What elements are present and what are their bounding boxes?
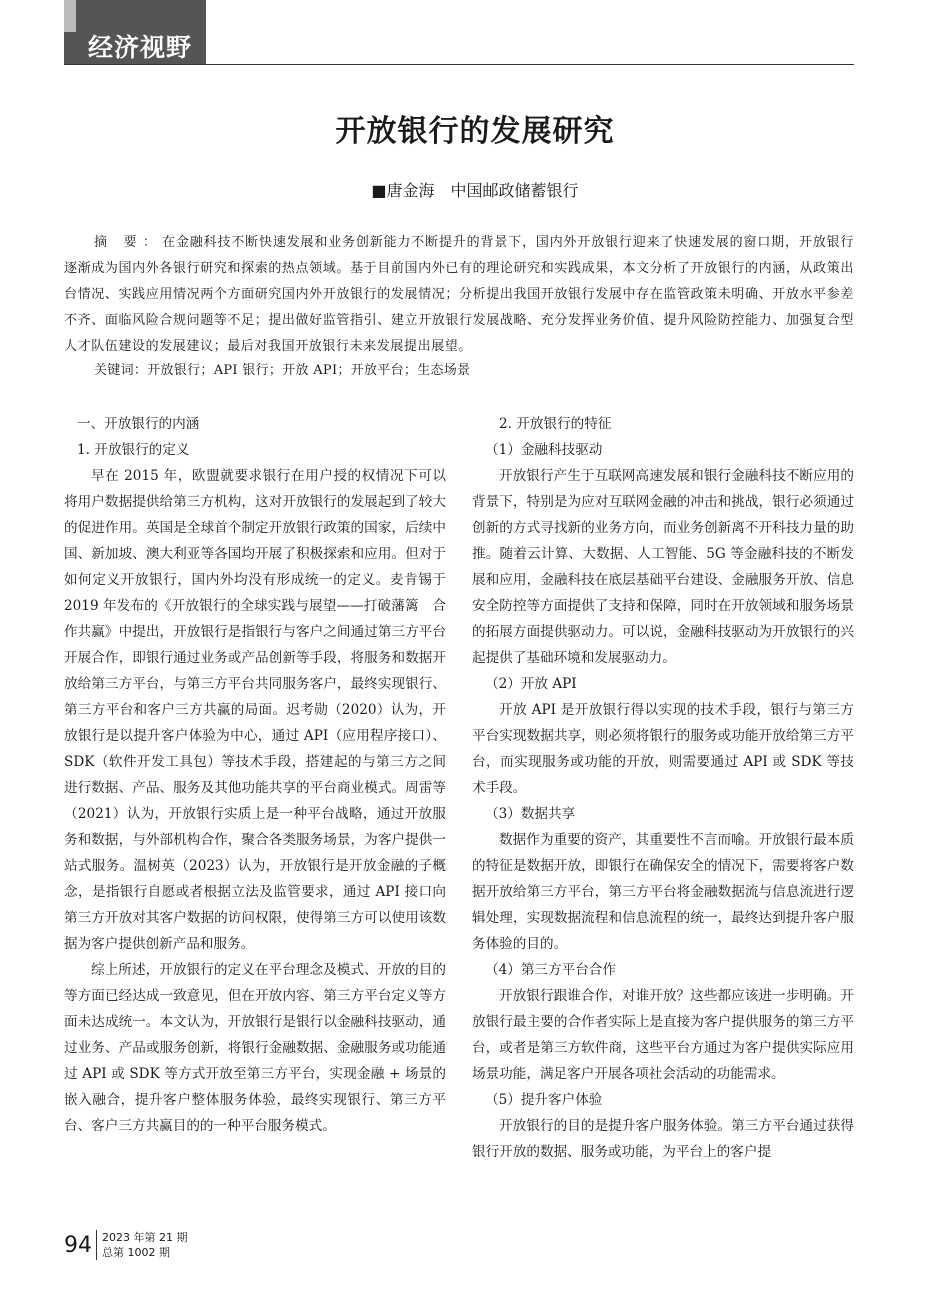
section-tag-accent — [64, 0, 76, 32]
keywords: 关键词：开放银行；API 银行；开放 API；开放平台；生态场景 — [94, 363, 471, 378]
affiliation: 中国邮政储蓄银行 — [450, 181, 579, 200]
issue-info — [102, 1230, 187, 1260]
paragraph: 开放银行的目的是提升客户服务体验。第三方平台通过获得银行开放的数据、服务或功能，为平台上的客户提 — [472, 1118, 854, 1160]
feature-heading: （3）数据共享 — [485, 806, 576, 822]
subheading-definition: 1. 开放银行的定义 — [77, 442, 190, 458]
feature-heading: （4）第三方平台合作 — [485, 962, 616, 978]
byline — [0, 178, 950, 201]
section-tag — [64, 0, 206, 64]
abstract-label: 摘 要： — [94, 235, 163, 250]
subheading-features: 2. 开放银行的特征 — [499, 416, 612, 432]
paragraph: 开放银行产生于互联网高速发展和银行金融科技不断应用的背景下，特别是为应对互联网金融的冲击和挑战，银行必须通过创新的方式寻找新的业务方向，而业务创新离不开科技力量的助推。随着云计算、大数据、人工智能、5G 等金融科技的不断发展和应用，金融科技在底层基础平台建设、金融服务开放、信息安全防控等方面提供了支持和保障，同时在开放领域和服务场景的拓展方面提供驱动力。可以说，金融科技驱动为开放银行的兴起提供了基础环境和发展驱动力。 — [472, 468, 854, 666]
feature-heading: （5）提升客户体验 — [485, 1092, 603, 1108]
page-number: 94 — [64, 1233, 92, 1258]
footer-divider — [96, 1230, 97, 1260]
left-column — [64, 411, 446, 1139]
section-tag-label: 经济视野 — [88, 33, 193, 62]
total-issue-line: 总第 1002 期 — [102, 1246, 170, 1259]
right-column — [472, 411, 854, 1165]
abstract — [64, 230, 854, 360]
paragraph: 开放 API 是开放银行得以实现的技术手段，银行与第三方平台实现数据共享，则必须将银行的服务或功能开放给第三方平台，而实现服务或功能的开放，则需要通过 API 或 SDK 等技术手段。 — [472, 702, 854, 796]
abstract-text: 在金融科技不断快速发展和业务创新能力不断提升的背景下，国内外开放银行迎来了快速发展的窗口期，开放银行逐渐成为国内外各银行研究和探索的热点领域。基于目前国内外已有的理论研究和实践成果，本文分析了开放银行的内涵，从政策出台情况、实践应用情况两个方面研究国内外开放银行的发展情况；分析提出我国开放银行发展中存在监管政策未明确、开放水平参差不齐、面临风险合规问题等不足；提出做好监管指引、建立开放银行发展战略、充分发挥业务价值、提升风险防控能力、加强复合型人才队伍建设的发展建议；最后对我国开放银行未来发展提出展望。 — [64, 235, 854, 354]
paragraph: 综上所述，开放银行的定义在平台理念及模式、开放的目的等方面已经达成一致意见，但在开放内容、第三方平台定义等方面未达成统一。本文认为，开放银行是银行以金融科技驱动，通过业务、产品或服务创新，将银行金融数据、金融服务或功能通过 API 或 SDK 等方式开放至第三方平台，实现金融 + 场景的嵌入融合，提升客户整体服务体验，最终实现银行、第三方平台、客户三方共赢目的的一种平台服务模式。 — [64, 962, 446, 1134]
paragraph: 早在 2015 年，欧盟就要求银行在用户授的权情况下可以将用户数据提供给第三方机构，这对开放银行的发展起到了较大的促进作用。英国是全球首个制定开放银行政策的国家，后续中国、新加坡、澳大利亚等各国均开展了积极探索和应用。但对于如何定义开放银行，国内外均没有形成统一的定义。麦肯锡于 2019 年发布的《开放银行的全球实践与展望——打破藩篱 合作共赢》中提出，开放银行是指银行与客户之间通过第三方平台开展合作，即银行通过业务或产品创新等手段，将服务和数据开放给第三方平台，与第三方平台共同服务客户，最终实现银行、第三方平台和客户三方共赢的局面。迟考勋（2020）认为，开放银行是以提升客户体验为中心，通过 API（应用程序接口）、SDK（软件开发工具包）等技术手段，搭建起的与第三方之间进行数据、产品、服务及其他功能共享的平台商业模式。周雷等（2021）认为，开放银行实质上是一种平台战略，通过开放服务和数据，与外部机构合作，聚合各类服务场景，为客户提供一站式服务。温树英（2023）认为，开放银行是开放金融的子概念，是指银行自愿或者根据立法及监管要求，通过 API 接口向第三方开放对其客户数据的访问权限，使得第三方可以使用该数据为客户提供创新产品和服务。 — [64, 468, 446, 952]
article-title: 开放银行的发展研究 — [335, 114, 615, 149]
issue-line: 2023 年第 21 期 — [102, 1231, 188, 1244]
author: ■唐金海 — [371, 181, 435, 200]
feature-heading: （2）开放 API — [485, 676, 577, 692]
section-heading-1: 一、开放银行的内涵 — [77, 416, 200, 432]
paragraph: 开放银行跟谁合作，对谁开放？这些都应该进一步明确。开放银行最主要的合作者实际上是直接为客户提供服务的第三方平台，或者是第三方软件商，这些平台方通过为客户提供实际应用场景功能，满足客户开展各项社会活动的功能需求。 — [472, 988, 854, 1082]
feature-heading: （1）金融科技驱动 — [485, 442, 603, 458]
paragraph: 数据作为重要的资产，其重要性不言而喻。开放银行最本质的特征是数据开放，即银行在确保安全的情况下，需要将客户数据开放给第三方平台，第三方平台将金融数据流与信息流进行逻辑处理，实现数据流程和信息流程的统一，最终达到提升客户服务体验的目的。 — [472, 832, 854, 952]
